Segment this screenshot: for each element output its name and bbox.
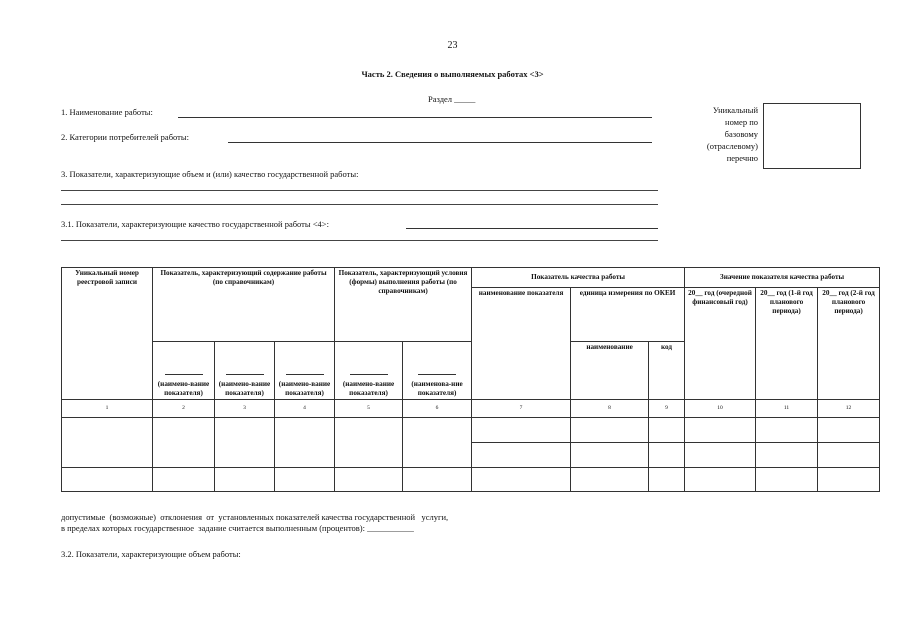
column-number: 2 [153,400,215,418]
header-unit-code: код [649,342,685,400]
table-cell[interactable] [818,443,880,468]
table-cell[interactable] [62,468,153,492]
table-cell[interactable] [685,418,756,443]
column-number: 11 [756,400,818,418]
work-name-field[interactable] [178,117,652,118]
indicators-line-1[interactable] [61,190,658,191]
indicators-label: 3. Показатели, характеризующие объем и (или) качество государственной работы: [61,169,359,179]
header-unit-name: наименование [571,342,649,400]
deviation-text-line-2: в пределах которых государственное задание считается выполненным (процентов): ___________ [61,523,414,533]
column-number: 6 [403,400,472,418]
header-work-conditions: Показатель, характеризующий условия (формы) выполнения работы (по справочникам) [335,268,472,342]
column-number: 4 [275,400,335,418]
column-number: 8 [571,400,649,418]
header-work-content: Показатель, характеризующий содержание работы (по справочникам) [153,268,335,342]
subheader-conditions-2: (наименова-ние показателя) [403,342,472,400]
table-cell[interactable] [275,418,335,468]
table-cell[interactable] [472,418,571,443]
quality-indicators-field[interactable] [406,228,658,229]
table-cell[interactable] [571,418,649,443]
table-cell[interactable] [685,468,756,492]
consumer-categories-field[interactable] [228,142,652,143]
table-cell[interactable] [818,418,880,443]
subheader-conditions-1: (наимено-вание показателя) [335,342,403,400]
table-cell[interactable] [215,418,275,468]
table-cell[interactable] [649,418,685,443]
table-cell[interactable] [756,418,818,443]
column-number: 1 [62,400,153,418]
work-name-label: 1. Наименование работы: [61,107,153,117]
quality-table [61,267,880,492]
table-cell[interactable] [685,443,756,468]
header-registry-number: Уникальный номер реестровой записи [62,268,153,400]
table-cell[interactable] [215,468,275,492]
table-cell[interactable] [571,443,649,468]
table-cell[interactable] [335,468,403,492]
table-cell[interactable] [62,418,153,468]
subheader-content-2: (наимено-вание показателя) [215,342,275,400]
unique-number-label: Уникальный номер по базовому (отраслевому) перечню [706,105,758,163]
section-label: Раздел _____ [428,94,476,104]
table-cell[interactable] [335,418,403,468]
header-quality-value: Значение показателя качества работы [685,268,880,288]
header-year-current: 20__ год (очередной финансовый год) [685,288,756,400]
quality-indicators-label: 3.1. Показатели, характеризующие качество государственной работы <4>: [61,219,329,229]
table-cell[interactable] [472,468,571,492]
header-okei-unit: единица измерения по ОКЕИ [571,288,685,342]
table-cell[interactable] [403,418,472,468]
table-cell[interactable] [153,418,215,468]
header-indicator-name: наименование показателя [472,288,571,400]
page-number: 23 [447,40,458,51]
table-cell[interactable] [756,443,818,468]
indicators-line-2[interactable] [61,204,658,205]
consumer-categories-label: 2. Категории потребителей работы: [61,132,189,142]
column-number: 3 [215,400,275,418]
subheader-content-3: (наимено-вание показателя) [275,342,335,400]
column-number: 5 [335,400,403,418]
header-quality-indicator: Показатель качества работы [472,268,685,288]
quality-indicators-line[interactable] [61,240,658,241]
table-cell[interactable] [571,468,649,492]
table-cell[interactable] [472,443,571,468]
unique-number-box[interactable] [763,103,861,169]
volume-indicators-heading: 3.2. Показатели, характеризующие объем работы: [61,549,241,559]
part-title: Часть 2. Сведения о выполняемых работах <3> [361,69,544,79]
table-cell[interactable] [818,468,880,492]
column-number: 12 [818,400,880,418]
column-number: 10 [685,400,756,418]
table-cell[interactable] [756,468,818,492]
table-cell[interactable] [403,468,472,492]
deviation-text-line-1: допустимые (возможные) отклонения от установленных показателей качества государственной услуги, [61,512,449,522]
table-cell[interactable] [649,443,685,468]
subheader-content-1: (наимено-вание показателя) [153,342,215,400]
table-cell[interactable] [649,468,685,492]
column-number: 9 [649,400,685,418]
header-year-plan-1: 20__ год (1-й год планового периода) [756,288,818,400]
table-cell[interactable] [275,468,335,492]
table-cell[interactable] [153,468,215,492]
header-year-plan-2: 20__ год (2-й год планового периода) [818,288,880,400]
column-number: 7 [472,400,571,418]
